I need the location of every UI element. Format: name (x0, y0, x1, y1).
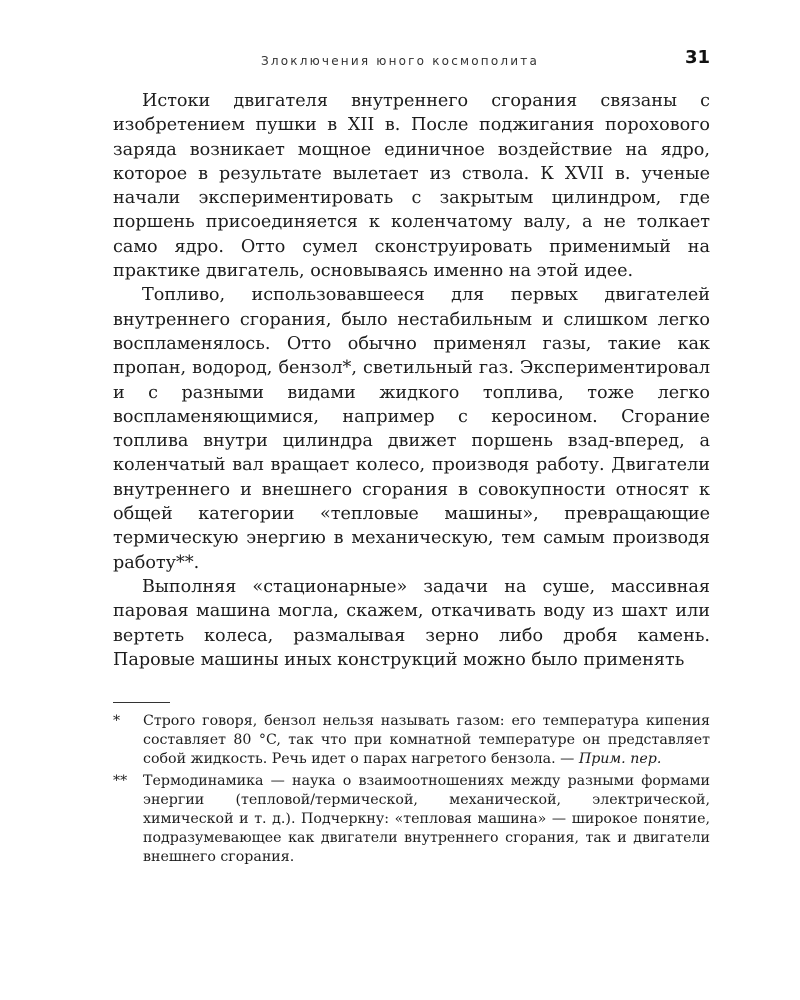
footnote (113, 712, 710, 769)
footnotes (113, 712, 710, 870)
footnote-divider (113, 702, 170, 703)
footnote-marker: * (113, 713, 121, 729)
paragraph: Истоки двигателя внутреннего сгорания связаны с изобретением пушки в XII в. После поджигания порохового заряда возникает мощное единичное воздействие на ядро, которое в результате вылетает из ствола. К XVII в. ученые начали экспериментировать с закрытым цилиндром, где поршень присоединяется к коленчатому валу, а не толкает само ядро. Отто сумел сконструировать применимый на практике двигатель, основываясь именно на этой идее. (113, 91, 710, 282)
running-title: Злоключения юного космополита (261, 54, 540, 68)
translator-note: Прим. пер. (578, 751, 662, 767)
footnote-text (143, 712, 710, 769)
footnote (113, 772, 710, 867)
footnote-marker: ** (113, 773, 128, 789)
footnote-text (143, 772, 710, 867)
page-number: 31 (684, 47, 710, 68)
running-header (113, 44, 710, 74)
paragraph: Выполняя «стационарные» задачи на суше, массивная паровая машина могла, скажем, откачивать воду из шахт или вертеть колеса, размалывая зерно либо дробя камень. Паровые машины иных конструкций можно было применять (113, 576, 710, 670)
paragraph: Топливо, использовавшееся для первых двигателей внутреннего сгорания, было нестабильным и слишком легко воспламенялось. Отто обычно применял газы, такие как пропан, водород, бензол*, светильный газ. Экспериментировал и с разными видами жидкого топлива, тоже легко воспламеняющимися, например с керосином. Сгорание топлива внутри цилиндра движет поршень взад-вперед, а коленчатый вал вращает колесо, производя работу. Двигатели внутреннего и внешнего сгорания в совокупности относят к общей категории «тепловые машины», превращающие термическую энергию в механическую, тем самым производя работу**. (113, 285, 710, 573)
footnote-body: Строго говоря, бензол нельзя называть газом: его температура кипения составляет 80 °C, так что при комнатной температуре он представляет собой жидкость. Речь идет о парах нагретого бензола. — (143, 713, 710, 767)
book-page (113, 0, 710, 1000)
body-text (113, 89, 710, 672)
footnote-body: Термодинамика — наука о взаимоотношениях между разными формами энергии (тепловой/термической, механической, электрической, химической и т. д.). Подчеркну: «тепловая машина» — широкое понятие, подразумевающее как двигатели внутреннего сгорания, так и двигатели внешнего сгорания. (143, 773, 710, 865)
